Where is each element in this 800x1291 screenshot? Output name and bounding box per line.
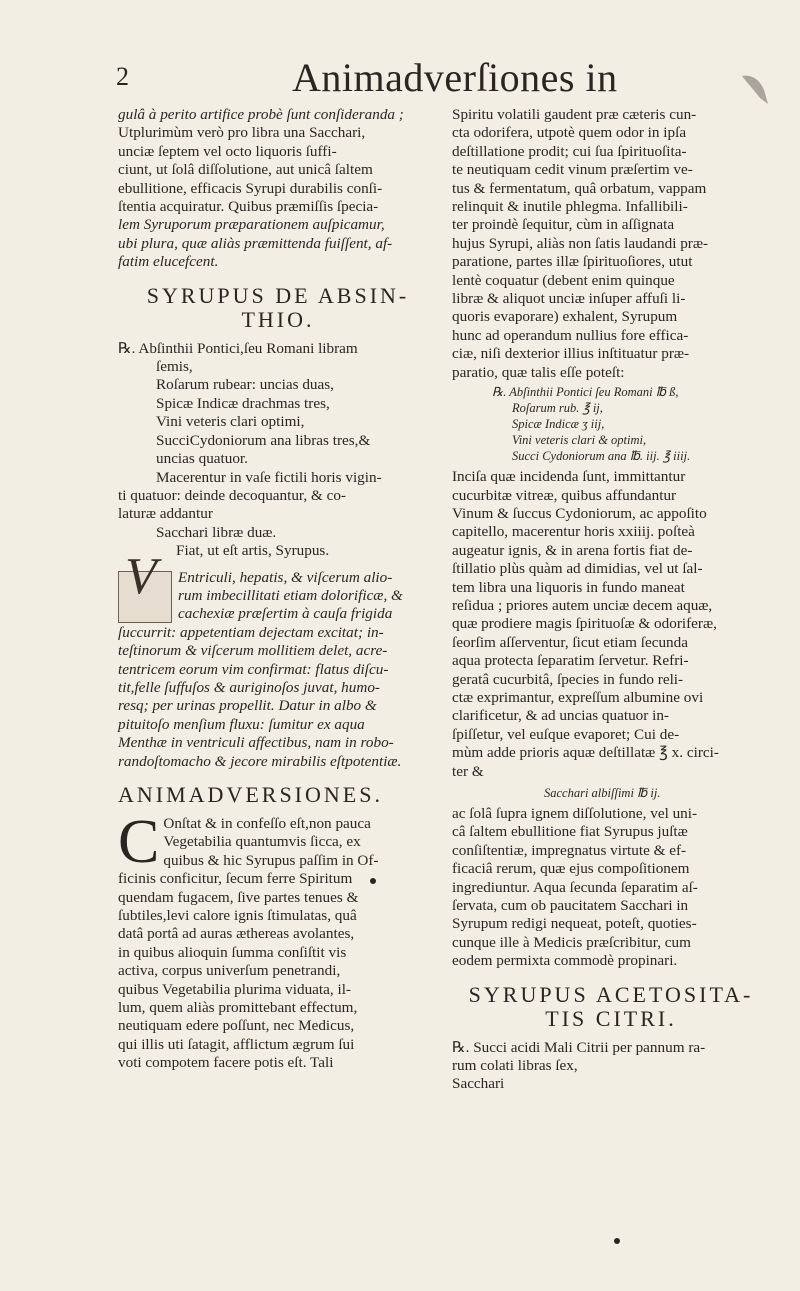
text-line: ac ſolâ ſupra ignem diſſolutione, vel uni- bbox=[452, 805, 698, 822]
method-line: laturæ addantur bbox=[118, 505, 213, 523]
ink-speck bbox=[614, 1238, 620, 1244]
text-line: paratione, partes illæ ſpirituoſiores, utut bbox=[452, 253, 693, 271]
method-block bbox=[118, 469, 438, 561]
text-line: quibus & hic Syrupus paſſim in Of- bbox=[163, 851, 379, 869]
text-line: Spiritu volatili gaudent præ cæteris cun- bbox=[452, 106, 697, 123]
heading-line: SYRUPUS DE ABSIN- bbox=[146, 282, 410, 308]
text-line: Onſtat & in confeſſo eſt,non pauca bbox=[163, 815, 371, 832]
text-line: hunc ad operandum nullius fore effica- bbox=[452, 326, 689, 344]
text-line: ficinis conficitur, ſecum ferre Spiritum bbox=[118, 870, 353, 888]
text-line: ſpiſſetur, vel euſque evaporet; Cui de- bbox=[452, 725, 680, 743]
text-line: lentè coquatur (debent enim quinque bbox=[452, 271, 675, 289]
text-line: quoris evaporare) exhalent, Syrupum bbox=[452, 308, 678, 326]
text-line: activa, corpus univerſum penetrandi, bbox=[118, 962, 341, 980]
text-line: tus & fermentatum, quâ orbatum, vappam bbox=[452, 179, 707, 197]
text-line: ciunt, ut ſolâ diſſolutione, aut unicâ ſaltem bbox=[118, 161, 373, 179]
initial-letter: V bbox=[125, 547, 157, 605]
text-line: ciæ, niſi dexterior illius inſtituatur præ- bbox=[452, 345, 690, 363]
text-line: tem libra una liquoris in fundo maneat bbox=[452, 578, 685, 596]
text-line: voti compotem facere potis eſt. Tali bbox=[118, 1054, 334, 1072]
text-line: Entriculi, hepatis, & viſcerum alio- bbox=[178, 568, 393, 586]
catchword: Sacchari bbox=[452, 1075, 505, 1093]
text-line: câ ſaltem ebullitione fiat Syrupus juſtæ bbox=[452, 823, 688, 841]
recipe-line: Vini veteris clari optimi, bbox=[156, 413, 305, 431]
text-line: conſiſtentiæ, impregnatus virtute & ef- bbox=[452, 841, 687, 859]
recipe-line: Roſarum rub. ℥ ij, bbox=[512, 401, 603, 416]
text-line: ſtentia acquiratur. Quibus præmiſſis ſpecia- bbox=[118, 198, 379, 216]
text-line: cachexiæ præſertim à cauſa frigida bbox=[178, 605, 393, 623]
text-line: ingrediuntur. Aqua ſecunda ſeparatim aſ- bbox=[452, 878, 698, 896]
method-line: ti quatuor: deinde decoquantur, & co- bbox=[118, 486, 346, 504]
text-line: lum, quem aliàs promittebant effectum, bbox=[118, 999, 358, 1017]
method-line: Sacchari libræ duæ. bbox=[156, 523, 277, 541]
text-line: ficaciâ rerum, quæ ejus compoſitionem bbox=[452, 860, 690, 878]
text-line: te neutiquam cedit vinum præſertim ve- bbox=[452, 161, 693, 179]
recipe-block bbox=[118, 340, 438, 469]
text-line: cucurbitæ vitreæ, quibus affundantur bbox=[452, 486, 677, 504]
text-line: ſtillatio plùs quàm ad dimidias, vel ut ſal- bbox=[452, 560, 703, 578]
text-line: hujus Syrupi, aliàs non ſatis laudandi præ- bbox=[452, 234, 709, 252]
right-column bbox=[452, 106, 770, 1094]
heading-line: ANIMADVERSIONES. bbox=[118, 782, 383, 807]
text-line: ſervata, cum ob paucitatem Sacchari in bbox=[452, 897, 689, 915]
text-line: aqua protecta ſeparatim ſervetur. Refri- bbox=[452, 652, 689, 670]
text-line: datâ portâ ad auras æthereas avolantes, bbox=[118, 925, 355, 943]
text-line: augeatur ignis, & in arena fortis fiat de- bbox=[452, 541, 693, 559]
heading-line: TIS CITRI. bbox=[545, 1005, 677, 1031]
animadversiones-paragraph bbox=[118, 808, 438, 1073]
ink-speck bbox=[370, 878, 376, 884]
text-line: Menthæ in ventriculi affectibus, nam in robo- bbox=[118, 734, 394, 752]
text-line: gulâ à perito artifice probè ſunt conſideranda ; bbox=[118, 106, 404, 123]
text-line: Vinum & ſuccus Cydoniorum, ac appoſito bbox=[452, 504, 707, 522]
left-column bbox=[118, 106, 438, 1073]
recipe-line: Vini veteris clari & optimi, bbox=[512, 433, 647, 448]
text-line: Inciſa quæ incidenda ſunt, immittantur bbox=[452, 468, 686, 486]
text-line: Vegetabilia quantumvis ſicca, ex bbox=[163, 833, 361, 851]
text-line: pituitoſo menſium fluxu: ſumitur ex aqua bbox=[118, 715, 365, 733]
recipe-line: ℞. Succi acidi Mali Citrii per pannum ra- bbox=[452, 1038, 706, 1056]
recipe-line: Succi Cydoniorum ana ℔. iij. ℥ iiij. bbox=[512, 449, 691, 464]
paragraph-incisa bbox=[452, 468, 770, 781]
text-line: reſidua ; priores autem unciæ decem aquæ, bbox=[452, 596, 713, 614]
recipe-line: ℞. Abſinthii Pontici ſeu Romani ℔ ß, bbox=[492, 385, 679, 400]
text-line: ſuccurrit: appetentiam dejectam excitat; in- bbox=[118, 623, 384, 641]
recipe-line: Spicæ Indicæ drachmas tres, bbox=[156, 394, 330, 412]
recipe-block-2 bbox=[452, 384, 770, 464]
intro-paragraph bbox=[118, 106, 438, 272]
text-line: resq; per urinas propellit. Datur in albo & bbox=[118, 697, 377, 715]
text-line: ubi plura, quæ aliàs præmittenda fuiſſent, af- bbox=[118, 234, 393, 252]
text-line: quibus Vegetabilia plurima viduata, il- bbox=[118, 980, 351, 998]
method-line: Fiat, ut eſt artis, Syrupus. bbox=[176, 542, 330, 560]
text-line: ctæ exprimantur, expreſſum albumine ovi bbox=[452, 688, 704, 706]
text-line: relinquit & inutile phlegma. Infallibili- bbox=[452, 198, 688, 216]
recipe-line: SucciCydoniorum ana libras tres,& bbox=[156, 431, 371, 449]
method-line: Macerentur in vaſe fictili horis vigin- bbox=[156, 468, 382, 486]
text-line: quendam fugacem, ſive partes tenues & bbox=[118, 888, 359, 906]
text-line: tit,felle ſuffuſos & auriginoſos juvat, humo- bbox=[118, 678, 380, 696]
text-line: randoſtomacho & jecore mirabilis eſtpotentiæ. bbox=[118, 752, 402, 770]
text-line: ebullitione, efficacis Syrupi durabilis conſi- bbox=[118, 179, 383, 197]
text-line: tentricem eorum vim confirmat: flatus diſcu- bbox=[118, 660, 389, 678]
text-line: rum imbecillitati etiam dolorificæ, & bbox=[178, 586, 403, 604]
text-line: neutiquam edere poſſunt, nec Medicus, bbox=[118, 1017, 355, 1035]
section-heading-absinthio bbox=[118, 284, 438, 332]
text-line: lem Syruporum præparationem auſpicamur, bbox=[118, 216, 385, 234]
text-line: deſtillatione prodit; cui ſua ſpirituoſita- bbox=[452, 142, 687, 160]
decorated-initial bbox=[118, 547, 172, 623]
text-line: capitello, macerentur horis xxiiij. poſteà bbox=[452, 523, 695, 541]
text-line: Utplurimùm verò pro libra una Sacchari, bbox=[118, 124, 366, 142]
text-line: ſubtiles,levi calore ignis ſtimulatas, quâ bbox=[118, 907, 357, 925]
recipe-line: ℞. Abſinthii Pontici,ſeu Romani libram bbox=[118, 339, 358, 357]
text-line: geratâ cucurbitâ, ſpecies in fundo reli- bbox=[452, 670, 684, 688]
heading-line: THIO. bbox=[241, 306, 315, 332]
text-line: libræ & aliquot unciæ inſuper affuſi li- bbox=[452, 290, 686, 308]
initial-letter: C bbox=[118, 808, 160, 876]
text-line: ſeorſim aſſerventur, ſicut etiam ſecunda bbox=[452, 633, 688, 651]
recipe-line: rum colati libras ſex, bbox=[452, 1057, 578, 1075]
text-line: mùm adde prioris aquæ deſtillatæ ℥ x. circi- bbox=[452, 744, 719, 762]
text-line: cta odorifera, utpotè quem odor in ipſa bbox=[452, 124, 687, 142]
text-line: teſtinorum & viſcerum mollitiem delet, acre- bbox=[118, 642, 388, 660]
paragraph-spiritu bbox=[452, 106, 770, 382]
page-number: 2 bbox=[116, 62, 129, 91]
text-line: clarificetur, & ad uncias quatuor in- bbox=[452, 707, 669, 725]
sugar-line: Sacchari albiſſimi ℔ ij. bbox=[544, 786, 661, 800]
running-header bbox=[0, 55, 800, 100]
section-heading-acetositatis bbox=[452, 983, 770, 1031]
text-line: Syrupum redigi nequeat, poteſt, quoties- bbox=[452, 915, 697, 933]
heading-line: SYRUPUS ACETOSITA- bbox=[468, 981, 754, 1007]
text-line: unciæ ſeptem vel octo liquoris ſuffi- bbox=[118, 142, 337, 160]
text-line: fatim elucefcent. bbox=[118, 253, 219, 271]
page-corner-fold-icon bbox=[738, 68, 778, 108]
recipe-line: ſemis, bbox=[156, 358, 193, 376]
text-line: eodem permixta commodè propinari. bbox=[452, 952, 678, 970]
paragraph-solafusione bbox=[452, 805, 770, 971]
text-line: qui illis uti ſatagit, afflictum ægrum ſui bbox=[118, 1035, 355, 1053]
text-line: ter proindè ſequitur, cùm in aſſignata bbox=[452, 216, 675, 234]
text-line: paratio, quæ talis eſſe poteſt: bbox=[452, 363, 625, 381]
text-line: cunque ille à Medicis præſcribitur, cum bbox=[452, 933, 691, 951]
section-heading-animadversiones bbox=[118, 783, 438, 807]
recipe-line: uncias quatuor. bbox=[156, 450, 248, 468]
text-line: quæ prodiere magis ſpirituoſæ & odoriferæ, bbox=[452, 615, 717, 633]
recipe-line: Roſarum rubear: uncias duas, bbox=[156, 376, 334, 394]
running-title: Animadverſiones in bbox=[292, 55, 618, 100]
text-line: ter & bbox=[452, 762, 484, 780]
text-line: in quibus alioquin ſumma conſiſtit vis bbox=[118, 943, 347, 961]
recipe-line: Spicæ Indicæ ʒ iij, bbox=[512, 417, 605, 432]
